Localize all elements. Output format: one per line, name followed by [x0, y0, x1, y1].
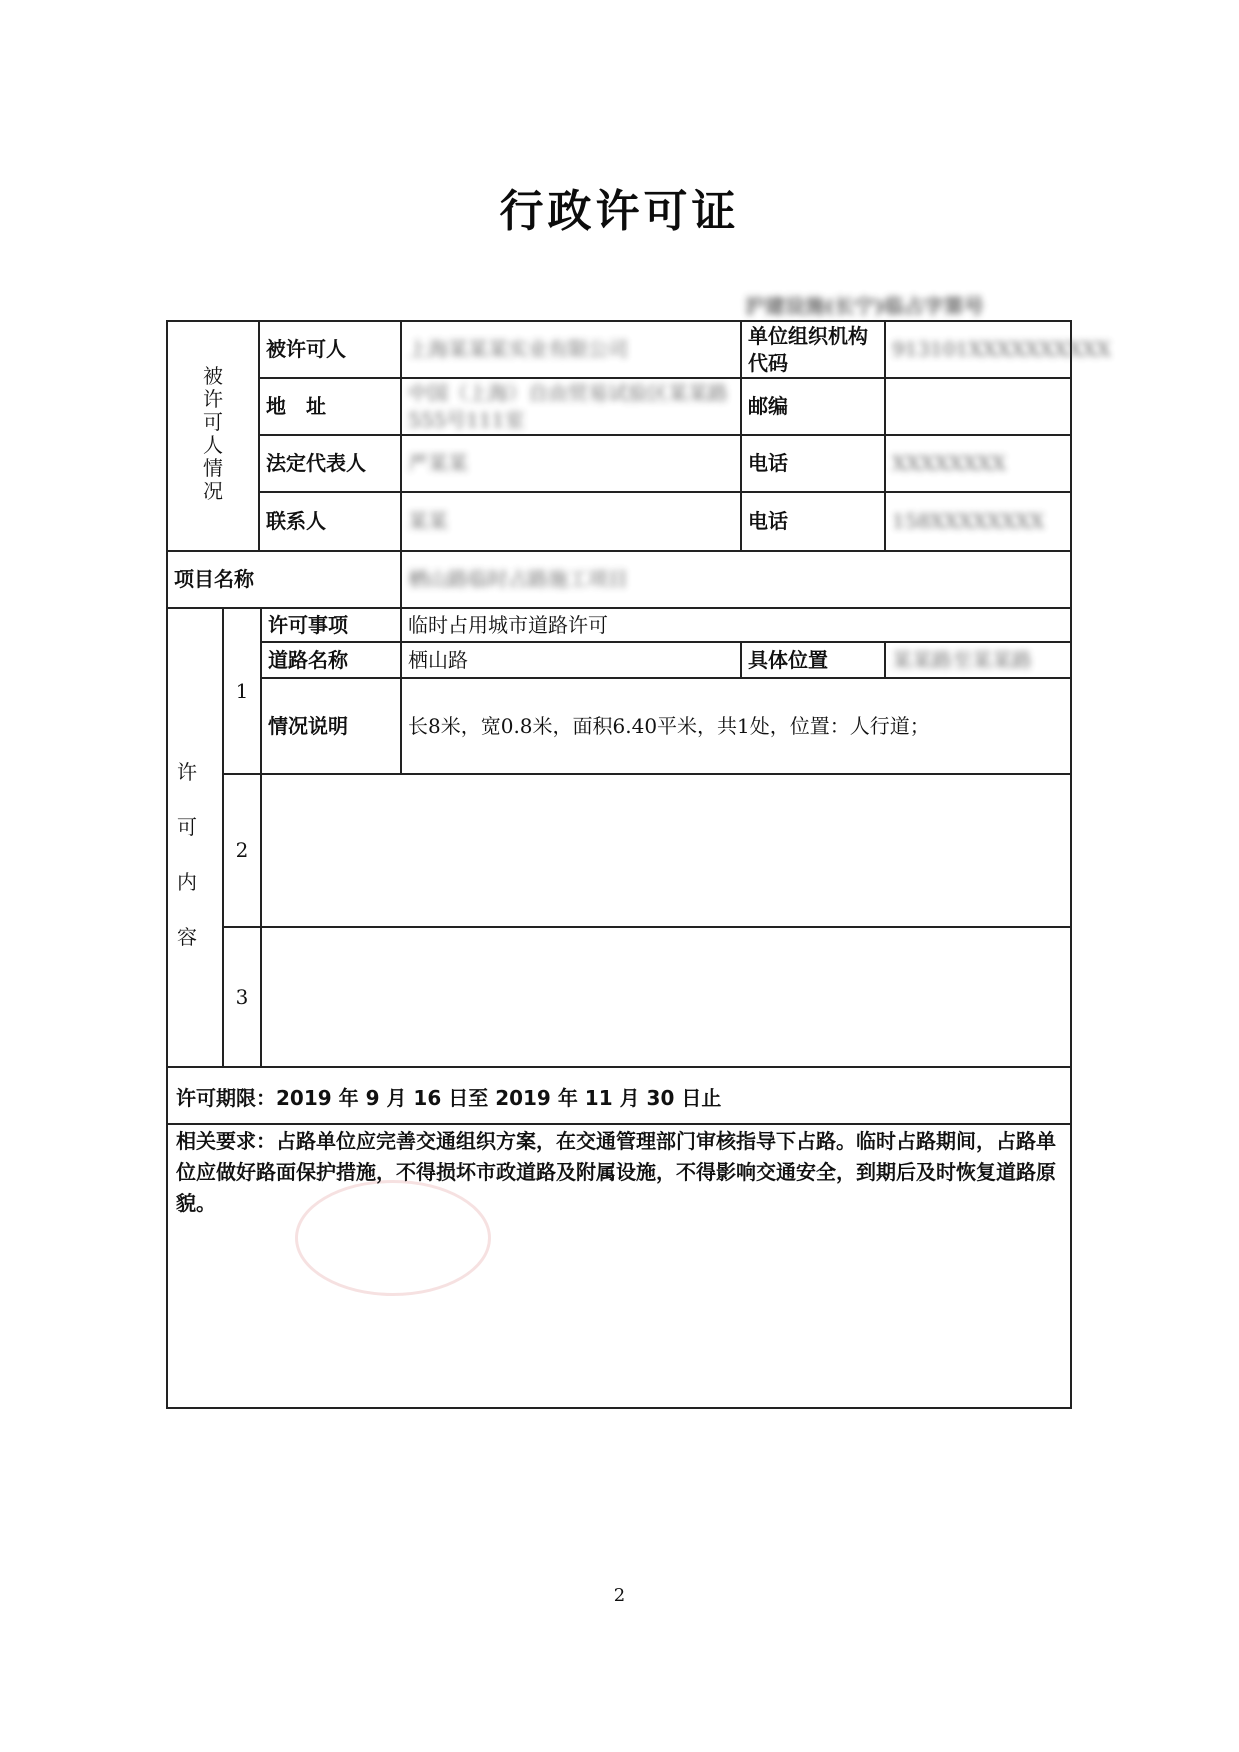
postcode-label: 邮编 [748, 394, 788, 418]
permit-period: 许可期限：2019 年 9 月 16 日至 2019 年 11 月 30 日止 [176, 1086, 722, 1110]
page-number: 2 [613, 1585, 626, 1606]
address-value: 中国（上海）自由贸易试验区某某路555号111室 [408, 380, 728, 432]
description-value: 长8米，宽0.8米，面积6.40平米，共1处，位置：人行道； [408, 713, 930, 738]
legal-rep-value: 严某某 [408, 451, 468, 475]
contact-value: 某某 [408, 509, 448, 533]
project-label: 项目名称 [174, 567, 254, 591]
description-label: 情况说明 [268, 713, 348, 738]
applicant-section-label: 被 许 可 人 情 况 [203, 364, 223, 503]
phone-label-1: 电话 [748, 451, 788, 475]
postcode-value [886, 379, 1070, 434]
location-label: 具体位置 [748, 647, 828, 672]
address-label: 地 址 [266, 394, 326, 418]
item-index-2: 2 [235, 838, 249, 862]
matter-value: 临时占用城市道路许可 [408, 612, 608, 637]
document-title: 行政许可证 [499, 186, 740, 237]
requirements-text: 相关要求：占路单位应完善交通组织方案，在交通管理部门审核指导下占路。临时占路期间，占路单位应做好路面保护措施，不得损坏市政道路及附属设施，不得影响交通安全，到期后及时恢复道路原貌。 [176, 1129, 1056, 1215]
phone-value-1: XXXXXXXX [892, 451, 1006, 475]
applicant-value: 上海某某某实业有限公司 [408, 337, 628, 361]
org-code-value: 913101XXXXXXXXXX [892, 337, 1111, 361]
road-label: 道路名称 [268, 647, 348, 672]
project-value: 栖山路临时占路施工项目 [408, 567, 628, 591]
item-index-3: 3 [235, 984, 249, 1009]
applicant-label: 被许可人 [266, 337, 346, 361]
contact-label: 联系人 [266, 509, 326, 533]
road-value: 栖山路 [408, 647, 468, 672]
phone-value-2: 158XXXXXXXX [892, 509, 1045, 533]
org-code-label: 单位组织机构代码 [748, 323, 868, 375]
matter-label: 许可事项 [268, 612, 348, 637]
location-value: 某某路至某某路 [892, 647, 1032, 672]
phone-label-2: 电话 [748, 509, 788, 533]
legal-rep-label: 法定代表人 [266, 451, 366, 475]
permit-section-label: 许 可 内 容 [177, 760, 197, 949]
item-index-1: 1 [235, 678, 249, 703]
permit-number: 沪建设施(长宁)临占字第号 [745, 294, 984, 318]
